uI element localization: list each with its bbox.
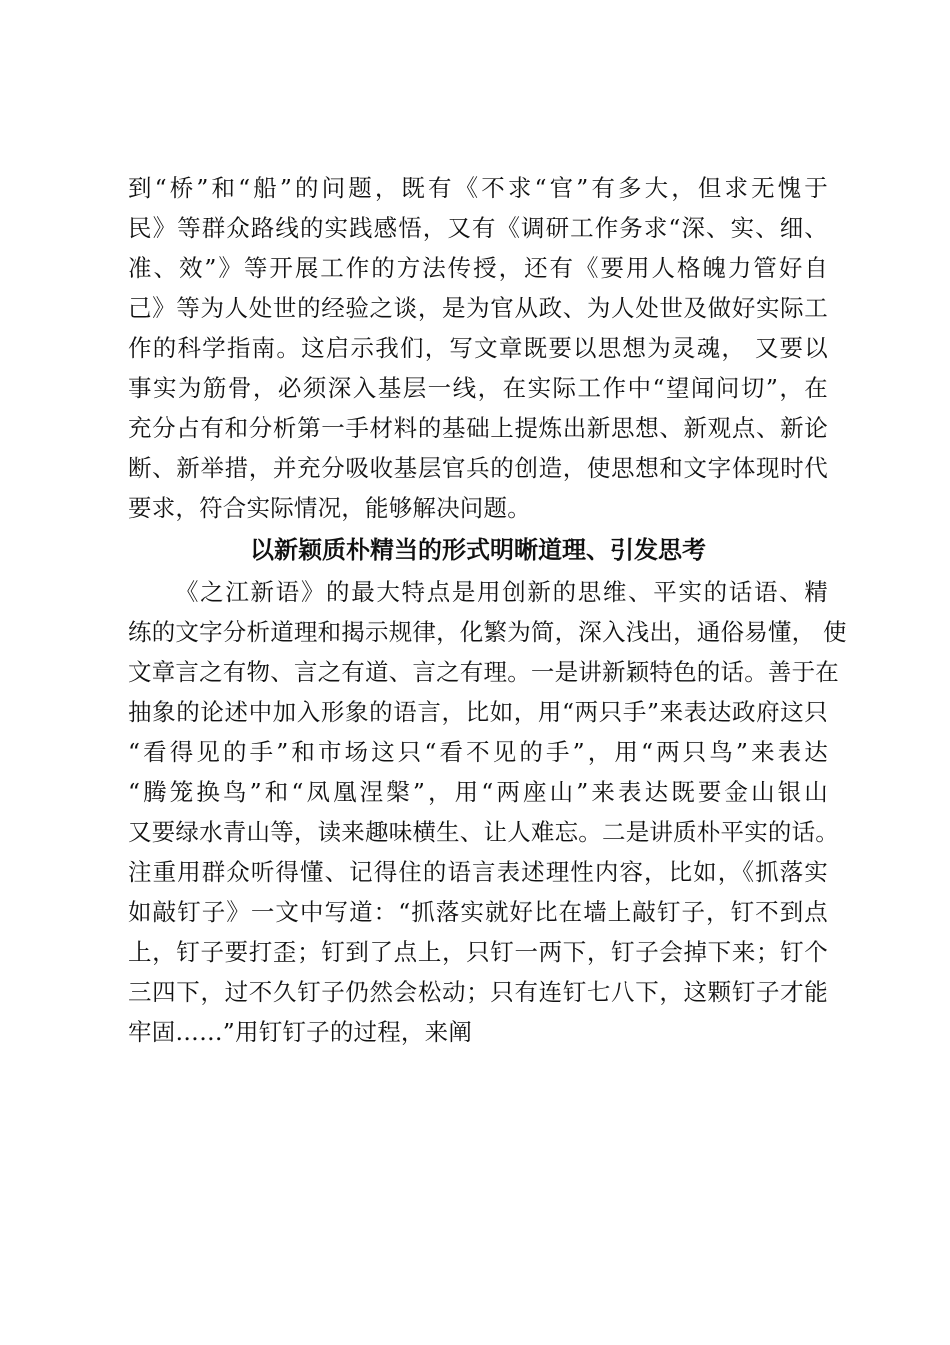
paragraph-1-line: 己》等为人处世的经验之谈，是为官从政、为人处世及做好实际工 xyxy=(128,294,828,322)
section-heading: 以新颖质朴精当的形式明晰道理、引发思考 xyxy=(250,536,706,564)
paragraph-1-line: 断、新举措，并充分吸收基层官兵的创造，使思想和文字体现时代 xyxy=(128,454,828,482)
paragraph-2-line: 抽象的论述中加入形象的语言，比如，用“两只手”来表达政府这只 xyxy=(128,698,828,726)
paragraph-2-line: 牢固……”用钉钉子的过程，来阐 xyxy=(128,1018,473,1046)
paragraph-2-line: 练的文字分析道理和揭示规律，化繁为简，深入浅出，通俗易懂， 使 xyxy=(128,618,847,646)
paragraph-2-line: 文章言之有物、言之有道、言之有理。一是讲新颖特色的话。善于在 xyxy=(128,658,839,686)
paragraph-2-line: 上，钉子要打歪；钉到了点上，只钉一两下，钉子会掉下来；钉个 xyxy=(128,938,828,966)
paragraph-2 xyxy=(128,572,847,1052)
paragraph-1-line: 到“桥”和“船”的问题，既有《不求“官”有多大，但求无愧于 xyxy=(128,174,828,202)
paragraph-2-line: 如敲钉子》一文中写道：“抓落实就好比在墙上敲钉子，钉不到点 xyxy=(128,898,828,926)
paragraph-1 xyxy=(128,168,828,528)
paragraph-1-line: 要求，符合实际情况，能够解决问题。 xyxy=(128,494,531,522)
paragraph-2-line: “看得见的手”和市场这只“看不见的手”，用“两只鸟”来表达 xyxy=(128,738,828,766)
paragraph-1-line: 民》等群众路线的实践感悟，又有《调研工作务求“深、实、细、 xyxy=(128,214,828,242)
paragraph-1-line: 事实为筋骨，必须深入基层一线，在实际工作中“望闻问切”，在 xyxy=(128,374,828,402)
paragraph-2-line: 《之江新语》的最大特点是用创新的思维、平实的话语、精 xyxy=(175,578,828,606)
paragraph-2-line: 注重用群众听得懂、记得住的语言表述理性内容，比如，《抓落实 xyxy=(128,858,828,886)
paragraph-2-line: “腾笼换鸟”和“凤凰涅槃”，用“两座山”来表达既要金山银山 xyxy=(128,778,828,806)
paragraph-1-line: 作的科学指南。这启示我们，写文章既要以思想为灵魂， 又要以 xyxy=(128,334,828,362)
paragraph-2-line: 三四下，过不久钉子仍然会松动；只有连钉七八下，这颗钉子才能 xyxy=(128,978,828,1006)
paragraph-1-line: 充分占有和分析第一手材料的基础上提炼出新思想、新观点、新论 xyxy=(128,414,828,442)
paragraph-1-line: 准、效”》等开展工作的方法传授，还有《要用人格魄力管好自 xyxy=(128,254,828,282)
paragraph-2-line: 又要绿水青山等，读来趣味横生、让人难忘。二是讲质朴平实的话。 xyxy=(128,818,839,846)
